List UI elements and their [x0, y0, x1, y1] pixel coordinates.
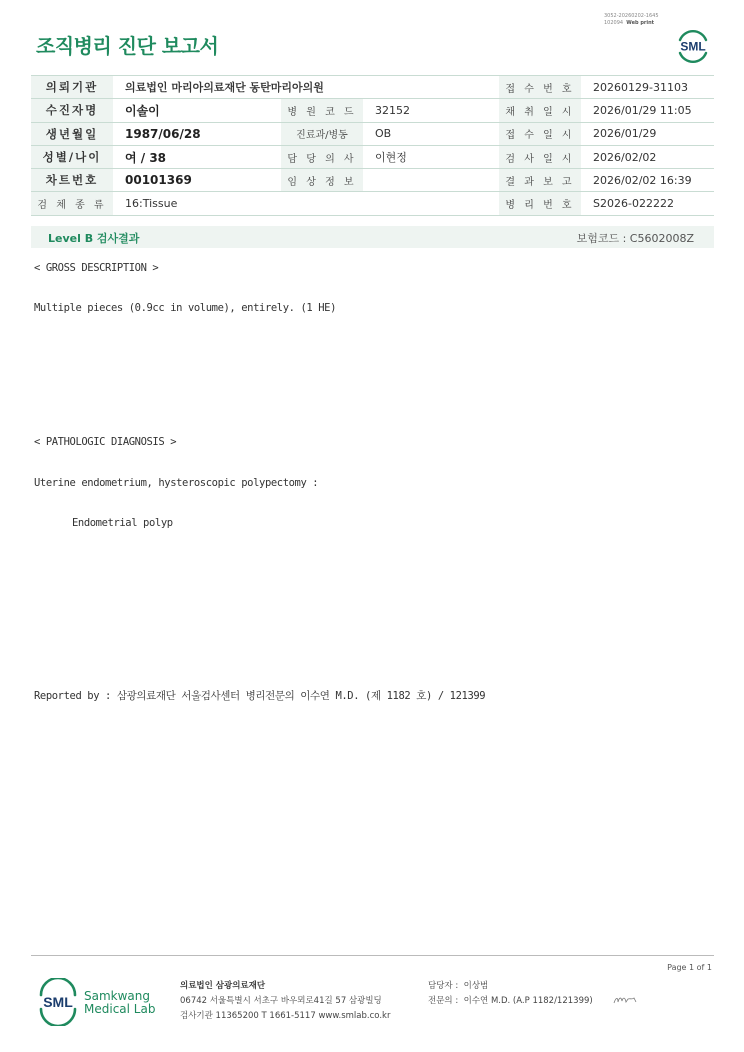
footer-contact: 검사기관 11365200 T 1661-5117 www.smlab.co.kr: [180, 1011, 391, 1021]
info-row-institution: [31, 76, 714, 99]
gross-description-text: Multiple pieces (0.9cc in volume), entirely. (1 HE): [34, 302, 336, 314]
print-meta: [604, 13, 659, 27]
footer-divider: [31, 955, 714, 956]
department-value: OB: [363, 122, 499, 145]
pathology-no-value: S2026-022222: [581, 192, 714, 215]
info-row-sex-age: [31, 145, 714, 168]
patient-info-table: [31, 75, 714, 216]
footer-brand: [84, 990, 155, 1016]
specialist-name: 이수연 M.D. (A.P 1182/121399): [463, 996, 593, 1006]
test-date-label: 검 사 일 시: [499, 145, 581, 168]
info-row-birth: [31, 122, 714, 145]
hospital-code-label: 병 원 코 드: [281, 99, 363, 122]
sml-logo-text: SML: [680, 39, 706, 54]
specialist-label: 전문의 :: [428, 996, 459, 1006]
birth-date-value: 1987/06/28: [113, 122, 281, 145]
sex-age-label: 성별/나이: [31, 145, 113, 168]
footer-brand-line2: Medical Lab: [84, 1002, 156, 1016]
pathologic-diagnosis-heading: < PATHOLOGIC DIAGNOSIS >: [34, 436, 177, 448]
collection-datetime-value: 2026/01/29 11:05: [581, 99, 714, 122]
clinical-info-label: 임 상 정 보: [281, 169, 363, 192]
footer-brand-line1: Samkwang: [84, 989, 150, 1003]
hospital-code-value: 32152: [363, 99, 499, 122]
result-level-bar: [31, 226, 714, 248]
result-level-title: Level B 검사결과: [48, 232, 140, 245]
staff-name: 이상범: [463, 981, 489, 991]
staff-label: 담당자 :: [428, 981, 459, 991]
pathology-no-label: 병 리 번 호: [499, 192, 581, 215]
report-title: 조직병리 진단 보고서: [36, 34, 219, 58]
samkwang-logo-icon: [36, 978, 80, 1026]
received-date-value: 2026/01/29: [581, 122, 714, 145]
samkwang-logo-text: SML: [43, 994, 73, 1010]
page-number: Page 1 of 1: [667, 963, 712, 972]
specimen-type-value: 16:Tissue: [113, 192, 499, 215]
specimen-type-label: 검 체 종 류: [31, 192, 113, 215]
chart-no-label: 차트번호: [31, 169, 113, 192]
department-label: 진료과/병동: [281, 122, 363, 145]
patient-name-label: 수진자명: [31, 99, 113, 122]
print-meta-id: 102094: [604, 20, 624, 26]
physician-value: 이현정: [363, 145, 499, 168]
accession-no-value: 20260129-31103: [581, 76, 714, 99]
physician-label: 담 당 의 사: [281, 145, 363, 168]
footer-org-name: 의료법인 삼광의료재단: [180, 981, 266, 991]
footer-address: 06742 서울특별시 서초구 바우뫼로41길 57 삼광빌딩: [180, 996, 382, 1006]
info-row-specimen: [31, 192, 714, 215]
gross-description-heading: < GROSS DESCRIPTION >: [34, 262, 159, 274]
insurance-code: 보험코드 : C5602008Z: [576, 232, 694, 245]
result-report-label: 결 과 보 고: [499, 169, 581, 192]
diagnosis-site-text: Uterine endometrium, hysteroscopic polypectomy :: [34, 477, 319, 489]
institution-label: 의뢰기관: [31, 76, 113, 99]
diagnosis-result-text: Endometrial polyp: [72, 517, 173, 529]
reported-by-text: Reported by : 삼광의료재단 서울검사센터 병리전문의 이수연 M.D. (제 1182 호) / 121399: [34, 690, 486, 702]
received-date-label: 접 수 일 시: [499, 122, 581, 145]
accession-no-label: 접 수 번 호: [499, 76, 581, 99]
chart-no-value: 00101369: [113, 169, 281, 192]
print-meta-label: Web print: [626, 20, 655, 26]
collection-datetime-label: 채 취 일 시: [499, 99, 581, 122]
sml-logo-icon: [674, 26, 712, 64]
print-meta-line1: 3052-20260202-1645: [604, 13, 659, 19]
test-date-value: 2026/02/02: [581, 145, 714, 168]
footer-org-info: [180, 979, 390, 1024]
sex-age-value: 여 / 38: [113, 145, 281, 168]
signature-icon: [612, 994, 638, 1006]
institution-value: 의료법인 마리아의료재단 동탄마리아의원: [113, 76, 499, 99]
result-report-value: 2026/02/02 16:39: [581, 169, 714, 192]
patient-name-value: 이솔이: [113, 99, 281, 122]
clinical-info-value: [363, 169, 499, 192]
info-row-chart: [31, 169, 714, 192]
birth-date-label: 생년월일: [31, 122, 113, 145]
info-row-patient: [31, 99, 714, 122]
footer-staff-info: [428, 979, 593, 1009]
